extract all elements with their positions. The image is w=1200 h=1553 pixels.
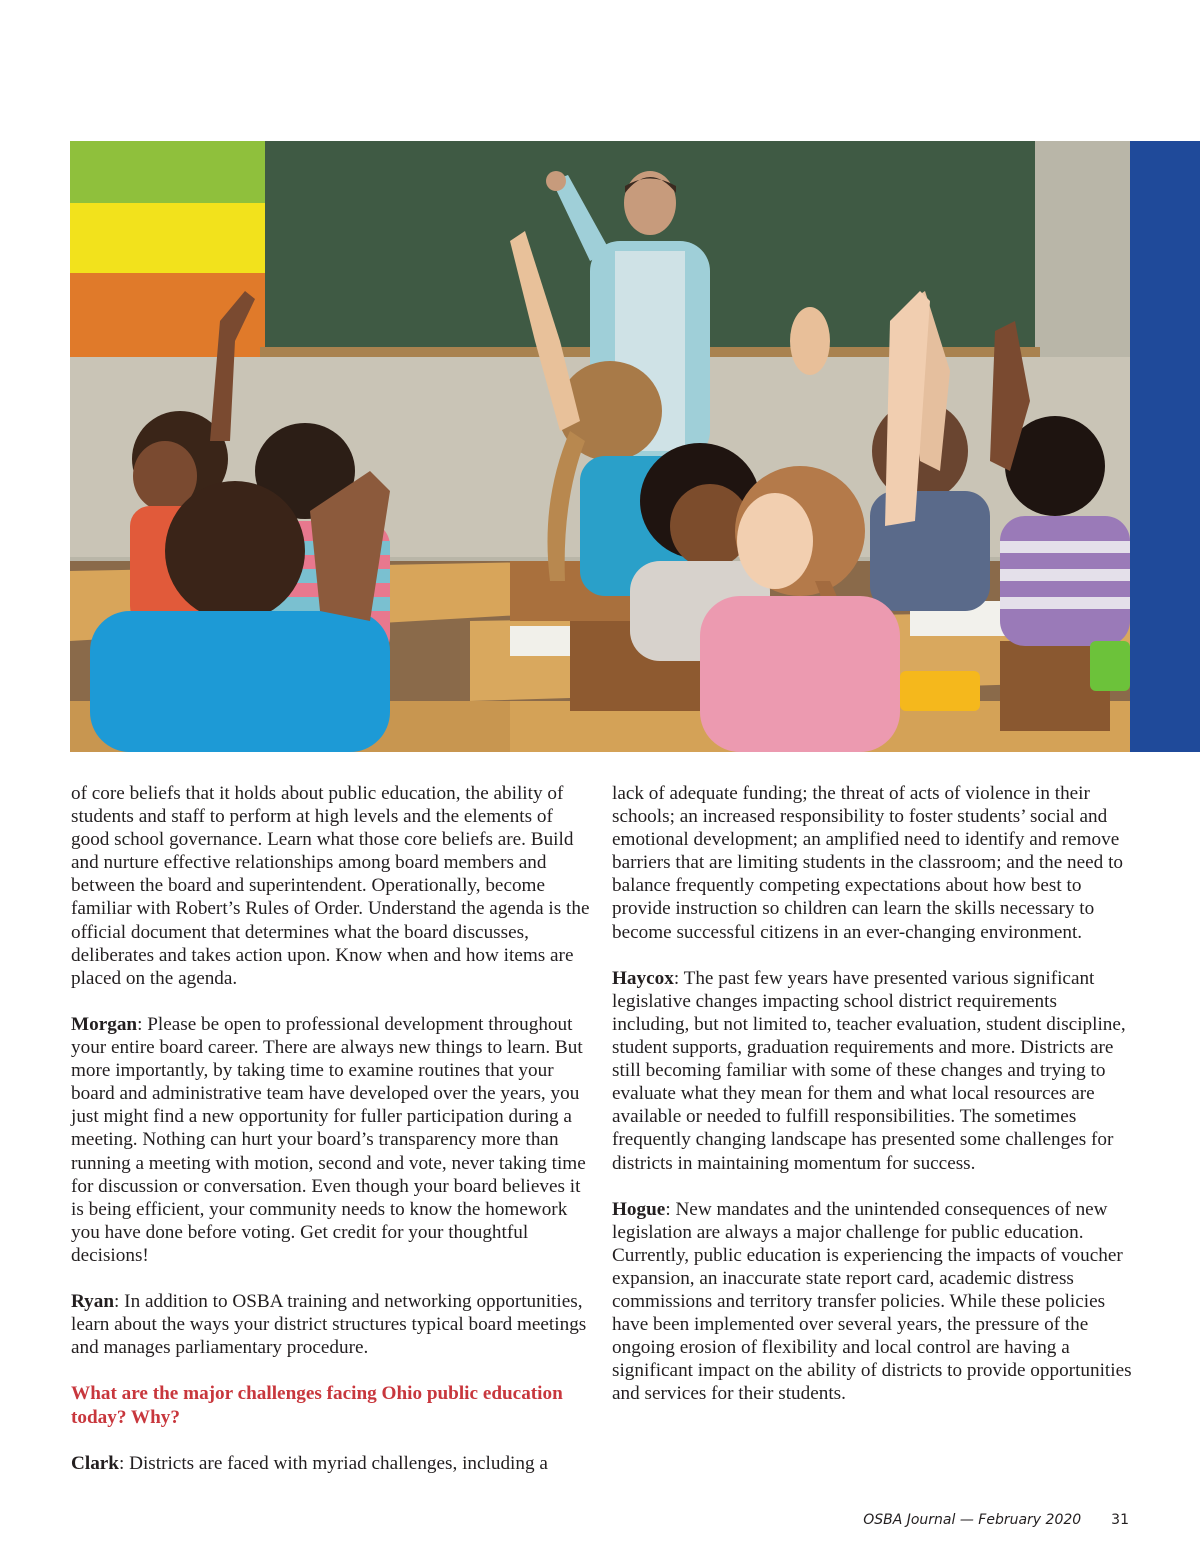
- haycox-answer: : The past few years have presented various significant legislative changes impacting school district requirements including, but not limited to, teacher evaluation, student discipline, student supports, graduation requirements and more. Districts are still becoming familiar with some of these changes and trying to evaluate what they mean for them and what local resources are available or needed to fulfill responsibilities. The sometimes frequently changing landscape has presented some challenges for districts in maintaining momentum for success.: [612, 967, 1126, 1174]
- speaker-ryan: Ryan: [71, 1291, 115, 1313]
- clark-answer: : Districts are faced with myriad challenges, including a: [118, 1452, 548, 1474]
- paragraph-haycox: [612, 967, 1132, 1175]
- speaker-haycox: Haycox: [612, 967, 674, 989]
- hogue-answer: : New mandates and the unintended consequences of new legislation are always a major challenge for public education. Currently, public education is experiencing the impacts of voucher expansion, an inaccurate state report card, academic distress commissions and territory transfer policies. While these policies have been implemented over several years, the pressure of the ongoing erosion of flexibility and local control are having a significant impact on the ability of districts to provide opportunities and services for their students.: [612, 1198, 1132, 1405]
- page-footer: [863, 1512, 1129, 1528]
- classroom-photo: [70, 141, 1130, 752]
- paragraph-morgan: [71, 1013, 591, 1267]
- classroom-illustration: [70, 141, 1130, 752]
- paragraph-hogue: [612, 1198, 1132, 1406]
- page-number: 31: [1111, 1512, 1129, 1528]
- speaker-morgan: Morgan: [71, 1013, 138, 1035]
- speaker-hogue: Hogue: [612, 1198, 666, 1220]
- paragraph-clark: [71, 1452, 591, 1475]
- paragraph-clark-continued: lack of adequate funding; the threat of acts of violence in their schools; an increased responsibility to foster students’ social and emotional development; an amplified need to identify and remove barriers that are limiting students in the classroom; and the need to balance frequently competing expectations about how best to provide instruction so children can learn the skills necessary to become successful citizens in an ever-changing environment.: [612, 783, 1123, 943]
- speaker-clark: Clark: [71, 1452, 119, 1474]
- morgan-answer: : Please be open to professional development throughout your entire board career. There are always new things to learn. But more importantly, by taking time to examine routines that your board and administrative team have developed over the years, you just might find a new opportunity for fuller participation during a meeting. Nothing can hurt your board’s transparency more than running a meeting with motion, second and vote, never taking time for discussion or conversation. Even though your board believes it is being efficient, your community needs to know the homework you have done before voting. Get credit for your thoughtful decisions!: [71, 1013, 586, 1266]
- question-heading: What are the major challenges facing Ohio public education today? Why?: [71, 1383, 563, 1428]
- right-column: [612, 782, 1132, 1406]
- paragraph-core-beliefs: of core beliefs that it holds about public education, the ability of students and staff to perform at high levels and the elements of good school governance. Learn what those core beliefs are. Build and nurture effective relationships among board members and between the board and superintendent. Operationally, become familiar with Robert’s Rules of Order. Understand the agenda is the official document that determines what the board discusses, deliberates and takes action upon. Know when and how items are placed on the agenda.: [71, 783, 590, 989]
- ryan-answer: : In addition to OSBA training and networking opportunities, learn about the ways your district structures typical board meetings and manages parliamentary procedure.: [71, 1291, 587, 1359]
- paragraph-ryan: [71, 1290, 591, 1359]
- left-column: [71, 782, 591, 1475]
- journal-title: OSBA Journal — February 2020: [863, 1512, 1082, 1528]
- accent-blue-tab: [1130, 141, 1200, 752]
